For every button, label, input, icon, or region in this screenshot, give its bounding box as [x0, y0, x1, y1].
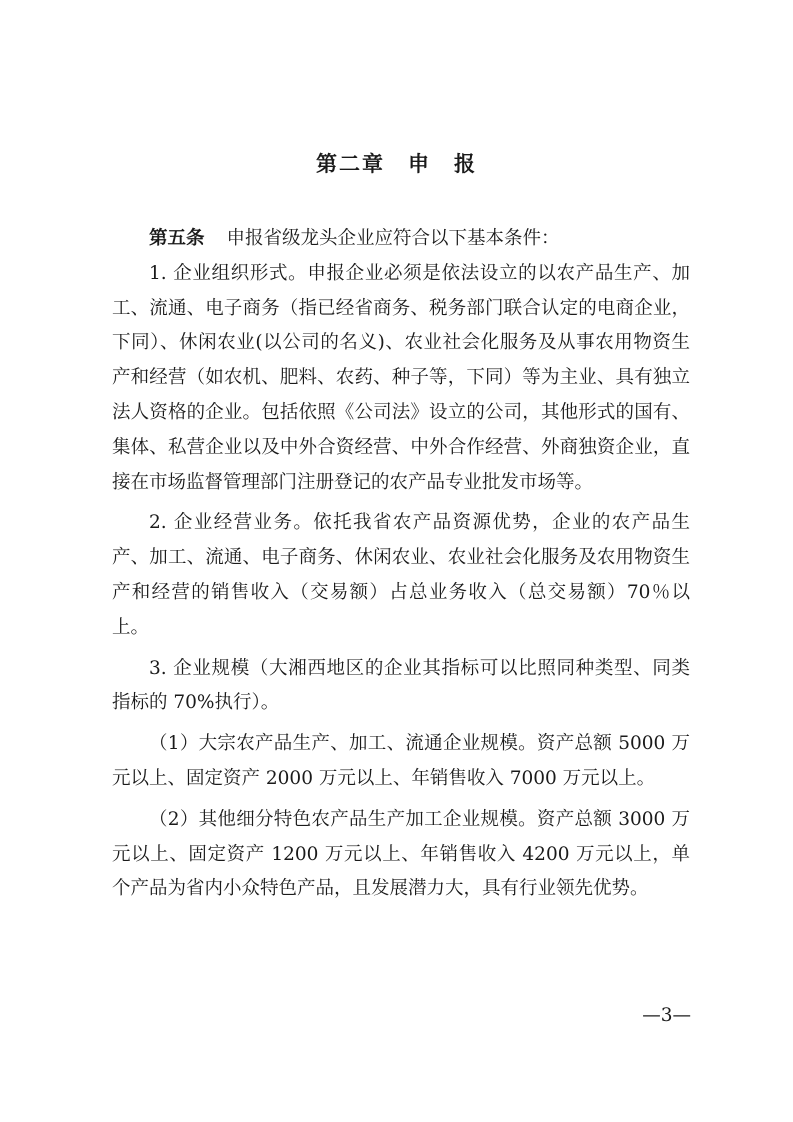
article-intro — [112, 222, 690, 257]
paragraph-scale-bulk: （1）大宗农产品生产、加工、流通企业规模。资产总额 5000 万元以上、固定资产 2000 万元以上、年销售收入 7000 万元以上。 — [112, 733, 690, 789]
chapter-title: 第二章 申 报 — [316, 152, 477, 176]
paragraph-organization-form: 1. 企业组织形式。申报企业必须是依法设立的以农产品生产、加工、流通、电子商务（指已经省商务、税务部门联合认定的电商企业，下同）、休闲农业(以公司的名义)、农业社会化服务及从事农用物资生产和经营（如农机、肥料、农药、种子等，下同）等为主业、具有独立法人资格的企业。包括依照《公司法》设立的公司，其他形式的国有、集体、私营企业以及中外合资经营、中外合作经营、外商独资企业，直接在市场监督管理部门注册登记的农产品专业批发市场等。 — [112, 262, 690, 493]
paragraph-enterprise-scale: 3. 企业规模（大湘西地区的企业其指标可以比照同种类型、同类指标的 70%执行）。 — [112, 657, 690, 714]
article-intro-text: 申报省级龙头企业应符合以下基本条件： — [226, 228, 560, 249]
paragraph-scale-specialty: （2）其他细分特色农产品生产加工企业规模。资产总额 3000 万元以上、固定资产 1200 万元以上、年销售收入 4200 万元以上，单个产品为省内小众特色产品，且发展潜力大，具有行业领先优势。 — [112, 808, 690, 900]
article-body — [112, 222, 690, 907]
page-number: —3— — [642, 1005, 691, 1026]
article-label: 第五条 — [149, 228, 205, 249]
paragraph-business-scope: 2. 企业经营业务。依托我省农产品资源优势，企业的农产品生产、加工、流通、电子商务、休闲农业、农业社会化服务及农用物资生产和经营的销售收入（交易额）占总业务收入（总交易额）70％以上。 — [112, 512, 690, 638]
